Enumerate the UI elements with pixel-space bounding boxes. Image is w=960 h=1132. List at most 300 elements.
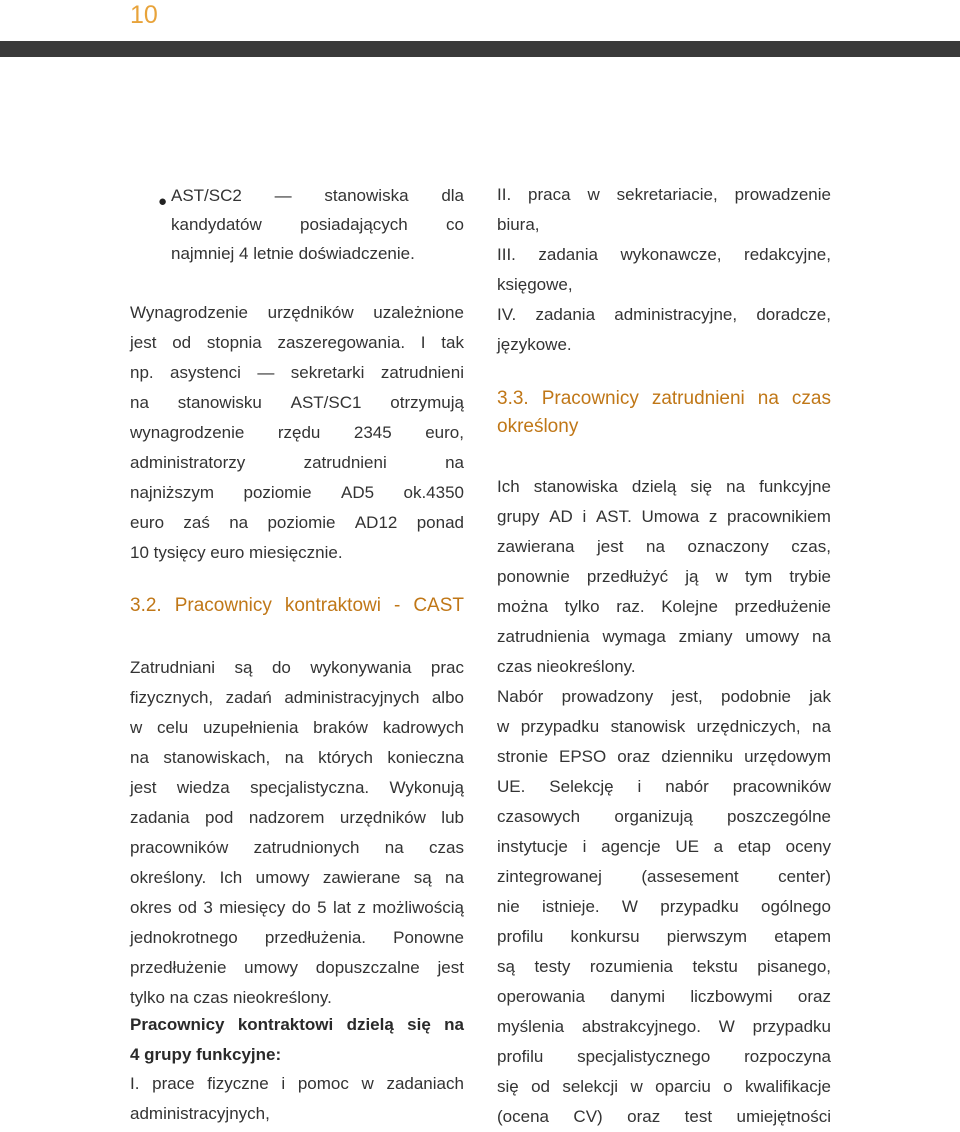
bold-note <box>130 1010 464 1070</box>
word: przedłużenie <box>734 597 831 616</box>
cast-paragraph <box>130 653 464 1013</box>
word: wykonawcze, <box>620 245 722 264</box>
word: I <box>420 333 426 352</box>
word: stanowisk <box>610 717 686 736</box>
text-line <box>130 923 464 953</box>
word: o <box>723 1077 733 1096</box>
word: nie <box>497 897 520 916</box>
page-number: 10 <box>130 1 158 29</box>
word: 5 <box>317 898 327 917</box>
word: organizują <box>614 807 693 826</box>
word: kadrowych <box>382 718 464 737</box>
section-heading-3-2: 3.2. Pracownicy kontraktowi - CAST <box>130 595 464 616</box>
word: dzienniku <box>661 747 734 766</box>
header-rule <box>0 41 960 57</box>
word: rzędu <box>277 423 321 442</box>
text-line <box>497 742 831 772</box>
word: wykonywania <box>310 658 412 677</box>
word: Zatrudniani <box>130 658 216 677</box>
word: Pracownicy <box>130 1015 225 1034</box>
word: EPSO <box>559 747 607 766</box>
word: tylko <box>564 597 600 616</box>
text-line <box>497 180 831 210</box>
word: operowania <box>497 987 585 1006</box>
text-line <box>130 773 464 803</box>
word: (ocena <box>497 1107 549 1126</box>
word: co <box>446 215 464 234</box>
word: jest <box>597 537 624 556</box>
text-line <box>497 772 831 802</box>
word: stanowiska <box>324 186 409 205</box>
word: stronie <box>497 747 549 766</box>
word: pod <box>205 808 234 827</box>
text-line <box>130 298 464 328</box>
text-line: najmniej 4 letnie doświadczenie. <box>171 244 415 263</box>
text-line: biura, <box>497 215 540 234</box>
word: istnieje. <box>541 897 600 916</box>
word: poziomie <box>243 483 312 502</box>
word: Kolejne <box>661 597 718 616</box>
word: na <box>130 393 149 412</box>
bullet-item <box>158 181 464 268</box>
word: przedłużyć <box>586 567 669 586</box>
word: I. <box>130 1074 140 1093</box>
word: czas, <box>791 537 831 556</box>
word: braków <box>313 718 368 737</box>
word: i <box>637 777 642 796</box>
word: W <box>621 897 638 916</box>
word: na <box>445 868 464 887</box>
word: zatrudnienia <box>497 627 590 646</box>
word: W <box>718 1017 735 1036</box>
bullet-icon: ● <box>158 193 168 210</box>
text-line <box>130 953 464 983</box>
word: oraz <box>627 1107 661 1126</box>
word: testy <box>534 957 571 976</box>
word: otrzymują <box>390 393 464 412</box>
text-line <box>171 210 464 239</box>
word: tym <box>744 567 773 586</box>
word: uzupełnienia <box>202 718 299 737</box>
temporary-staff-paragraph <box>497 472 831 1132</box>
word: (assesement <box>641 867 739 886</box>
word: kandydatów <box>171 215 262 234</box>
text-line <box>497 1102 831 1132</box>
word: oraz <box>617 747 651 766</box>
text-line <box>130 1069 464 1099</box>
word: ok.4350 <box>403 483 464 502</box>
word: przypadku <box>520 717 600 736</box>
word: profilu <box>497 927 544 946</box>
text-line <box>130 893 464 923</box>
text-line: tylko na czas nieokreślony. <box>130 988 332 1007</box>
word: urzędników <box>339 808 426 827</box>
word: zaszeregowania. <box>277 333 406 352</box>
word: myślenia <box>497 1017 565 1036</box>
word: AD <box>549 507 573 526</box>
text-line <box>497 622 831 652</box>
word: UE <box>675 837 699 856</box>
text-line <box>130 1010 464 1040</box>
word: etap <box>737 837 771 856</box>
text-line <box>497 982 831 1012</box>
word: okres <box>130 898 172 917</box>
word: asystenci <box>170 363 241 382</box>
word: zawierana <box>497 537 575 556</box>
word: IV. <box>497 305 517 324</box>
word: etapem <box>774 927 831 946</box>
word: Pracownicy <box>541 388 639 409</box>
word: zaś <box>183 513 210 532</box>
word: dzielą <box>346 1015 394 1034</box>
word: przypadku <box>752 1017 831 1036</box>
word: Umowa <box>641 507 700 526</box>
word: celu <box>157 718 189 737</box>
word: zatrudnionych <box>253 838 360 857</box>
word: nadzorem <box>248 808 325 827</box>
text-line <box>497 532 831 562</box>
text-line <box>130 358 464 388</box>
word: w <box>715 567 728 586</box>
word: Ich <box>497 477 520 496</box>
word: lub <box>441 808 464 827</box>
word: czasowych <box>497 807 581 826</box>
word: jest <box>437 958 464 977</box>
word: AD12 <box>354 513 398 532</box>
word: pierwszym <box>666 927 748 946</box>
group-list-start <box>130 1069 464 1129</box>
word: w <box>497 717 510 736</box>
word: center) <box>778 867 831 886</box>
word: pisanego, <box>757 957 831 976</box>
word: pracowników <box>732 777 831 796</box>
text-line <box>130 743 464 773</box>
word: na <box>726 477 746 496</box>
word: na <box>384 838 404 857</box>
word: umowy <box>244 958 299 977</box>
word: na <box>646 537 665 556</box>
word: specjalistyczna. <box>250 778 370 797</box>
text-line <box>171 181 464 210</box>
text-line <box>130 418 464 448</box>
word: przedłużenia. <box>264 928 366 947</box>
word: przypadku <box>660 897 739 916</box>
word: Selekcję <box>549 777 614 796</box>
word: poziomie <box>267 513 336 532</box>
word: selekcji <box>562 1077 619 1096</box>
text-line: językowe. <box>497 335 572 354</box>
word: ogólnego <box>761 897 831 916</box>
word: oceny <box>785 837 831 856</box>
text-line <box>130 803 464 833</box>
text-line: administracyjnych, <box>130 1104 270 1123</box>
heading-line: określony <box>497 416 579 437</box>
word: prac <box>430 658 464 677</box>
word: rozumienia <box>589 957 673 976</box>
word: poszczególne <box>727 807 831 826</box>
word: AST/SC2 <box>171 186 242 205</box>
word: oraz <box>797 987 831 1006</box>
text-line <box>497 1012 831 1042</box>
heading-line <box>497 385 831 413</box>
word: zadania <box>130 808 190 827</box>
word: UE. <box>497 777 526 796</box>
word: zatrudnieni <box>303 453 387 472</box>
word: 3 <box>203 898 213 917</box>
word: na <box>444 1015 464 1034</box>
word: profilu <box>497 1047 544 1066</box>
word: na <box>812 717 831 736</box>
word: i <box>582 507 587 526</box>
word: się <box>690 477 713 496</box>
salary-paragraph <box>130 298 464 568</box>
word: trybie <box>789 567 831 586</box>
word: miesięcy <box>219 898 286 917</box>
word: II. <box>497 185 512 204</box>
word: administratorzy <box>130 453 246 472</box>
word: Wynagrodzenie <box>130 303 248 322</box>
word: pracownikiem <box>727 507 831 526</box>
text-line: 10 tysięcy euro miesięcznie. <box>130 543 343 562</box>
word: na <box>445 453 464 472</box>
word: liczbowymi <box>690 987 773 1006</box>
word: Wykonują <box>389 778 464 797</box>
word: Ponowne <box>393 928 464 947</box>
text-line <box>497 802 831 832</box>
word: prace <box>152 1074 195 1093</box>
word: do <box>291 898 311 917</box>
word: określony. <box>130 868 207 887</box>
word: test <box>684 1107 713 1126</box>
text-line <box>497 240 831 270</box>
word: administracyjne, <box>614 305 738 324</box>
text-line <box>497 862 831 892</box>
word: — <box>257 363 275 382</box>
word: ponad <box>416 513 464 532</box>
word: AD5 <box>340 483 375 502</box>
word: od <box>172 333 192 352</box>
word: abstrakcyjnego. <box>581 1017 701 1036</box>
word: najniższym <box>130 483 215 502</box>
word: fizyczne <box>207 1074 269 1093</box>
word: wiedza <box>176 778 230 797</box>
word: 3.3. <box>497 388 529 409</box>
word: od <box>178 898 197 917</box>
word: fizycznych, <box>130 688 214 707</box>
text-line: księgowe, <box>497 275 573 294</box>
word: można <box>497 597 549 616</box>
word: w <box>630 1077 643 1096</box>
word: jest <box>130 778 157 797</box>
text-line <box>497 892 831 922</box>
word: stopnia <box>206 333 262 352</box>
word: AST. <box>595 507 632 526</box>
word: oparciu <box>655 1077 711 1096</box>
word: dopuszczalne <box>315 958 420 977</box>
word: instytucje <box>497 837 568 856</box>
word: np. <box>130 363 154 382</box>
word: posiadających <box>300 215 408 234</box>
word: lat <box>333 898 351 917</box>
word: III. <box>497 245 516 264</box>
word: czas <box>429 838 464 857</box>
word: na <box>757 388 779 409</box>
word: kwalifikacje <box>744 1077 831 1096</box>
word: jednokrotnego <box>130 928 238 947</box>
word: z <box>708 507 718 526</box>
word: oznaczony <box>687 537 769 556</box>
word: ponownie <box>497 567 570 586</box>
word: agencje <box>601 837 661 856</box>
word: AST/SC1 <box>290 393 362 412</box>
word: zadań <box>225 688 272 707</box>
word: CV) <box>573 1107 603 1126</box>
word: w <box>587 185 600 204</box>
text-line <box>497 472 831 502</box>
word: grupy <box>497 507 540 526</box>
text-line <box>497 712 831 742</box>
word: — <box>274 186 292 205</box>
word: funkcyjne <box>759 477 831 496</box>
word: jak <box>809 687 831 706</box>
word: euro, <box>425 423 464 442</box>
word: czas <box>791 388 831 409</box>
word: z <box>357 898 366 917</box>
word: praca <box>528 185 571 204</box>
word: redakcyjne, <box>744 245 831 264</box>
group-list-continued <box>497 180 831 360</box>
word: na <box>130 748 149 767</box>
word: 2345 <box>353 423 392 442</box>
word: stanowiskach, <box>163 748 271 767</box>
word: umowy <box>745 627 800 646</box>
word: stanowiska <box>533 477 618 496</box>
word: ją <box>685 567 699 586</box>
word: dzielą <box>631 477 677 496</box>
text-line <box>130 833 464 863</box>
word: tekstu <box>692 957 738 976</box>
text-line <box>497 502 831 532</box>
text-line <box>497 922 831 952</box>
word: wymaga <box>602 627 666 646</box>
word: podobnie <box>721 687 791 706</box>
word: się <box>497 1077 519 1096</box>
word: sekretariacie, <box>616 185 718 204</box>
text-line <box>497 300 831 330</box>
text-line <box>497 592 831 622</box>
word: zadaniach <box>386 1074 464 1093</box>
text-line: 4 grupy funkcyjne: <box>130 1045 282 1064</box>
word: zintegrowanej <box>497 867 602 886</box>
word: się <box>407 1015 431 1034</box>
word: euro <box>130 513 165 532</box>
word: nabór <box>665 777 709 796</box>
text-line: czas nieokreślony. <box>497 657 636 676</box>
word: pracowników <box>130 838 229 857</box>
word: do <box>271 658 291 677</box>
text-line <box>497 682 831 712</box>
word: danymi <box>610 987 666 1006</box>
text-line <box>497 832 831 862</box>
section-heading-3-3 <box>497 385 831 441</box>
word: konieczna <box>387 748 464 767</box>
word: są <box>234 658 253 677</box>
text-line <box>130 653 464 683</box>
word: są <box>413 868 432 887</box>
word: jest <box>130 333 157 352</box>
word: administracyjnych <box>284 688 420 707</box>
word: stanowisku <box>177 393 262 412</box>
word: pomoc <box>297 1074 349 1093</box>
word: zadania <box>535 305 596 324</box>
word: wynagrodzenie <box>130 423 245 442</box>
word: i <box>582 837 587 856</box>
word: zadania <box>538 245 598 264</box>
word: zatrudnieni <box>380 363 464 382</box>
text-line <box>130 388 464 418</box>
text-line <box>497 952 831 982</box>
text-line <box>497 1072 831 1102</box>
text-line <box>130 683 464 713</box>
word: w <box>130 718 143 737</box>
text-line <box>497 562 831 592</box>
word: urzędniczych, <box>696 717 801 736</box>
word: są <box>497 957 515 976</box>
word: przedłużenie <box>130 958 227 977</box>
word: zatrudnieni <box>651 388 745 409</box>
text-line <box>130 508 464 538</box>
word: kontraktowi <box>237 1015 334 1034</box>
word: jest, <box>671 687 703 706</box>
text-line <box>130 448 464 478</box>
word: albo <box>431 688 464 707</box>
word: prowadzenie <box>734 185 831 204</box>
word: zmiany <box>678 627 733 646</box>
word: i <box>281 1074 286 1093</box>
word: na <box>812 627 831 646</box>
word: urzędowym <box>744 747 831 766</box>
text-line <box>497 1042 831 1072</box>
text-line <box>130 863 464 893</box>
word: umowy <box>255 868 310 887</box>
word: zawierane <box>322 868 401 887</box>
text-line <box>130 478 464 508</box>
word: sekretarki <box>290 363 365 382</box>
word: dla <box>441 186 464 205</box>
word: urzędników <box>267 303 354 322</box>
word: raz. <box>616 597 645 616</box>
word: konkursu <box>570 927 640 946</box>
word: specjalistycznego <box>577 1047 711 1066</box>
word: prowadzony <box>561 687 654 706</box>
text-line <box>130 713 464 743</box>
word: w <box>361 1074 374 1093</box>
word: na <box>229 513 249 532</box>
word: których <box>318 748 373 767</box>
word: rozpoczyna <box>744 1047 831 1066</box>
word: możliwością <box>372 898 464 917</box>
word: Ich <box>219 868 243 887</box>
word: umiejętności <box>736 1107 831 1126</box>
word: na <box>284 748 304 767</box>
word: doradcze, <box>756 305 831 324</box>
word: a <box>713 837 724 856</box>
word: Nabór <box>497 687 544 706</box>
word: tak <box>441 333 464 352</box>
word: uzależnione <box>373 303 464 322</box>
word: od <box>531 1077 550 1096</box>
text-line <box>130 328 464 358</box>
